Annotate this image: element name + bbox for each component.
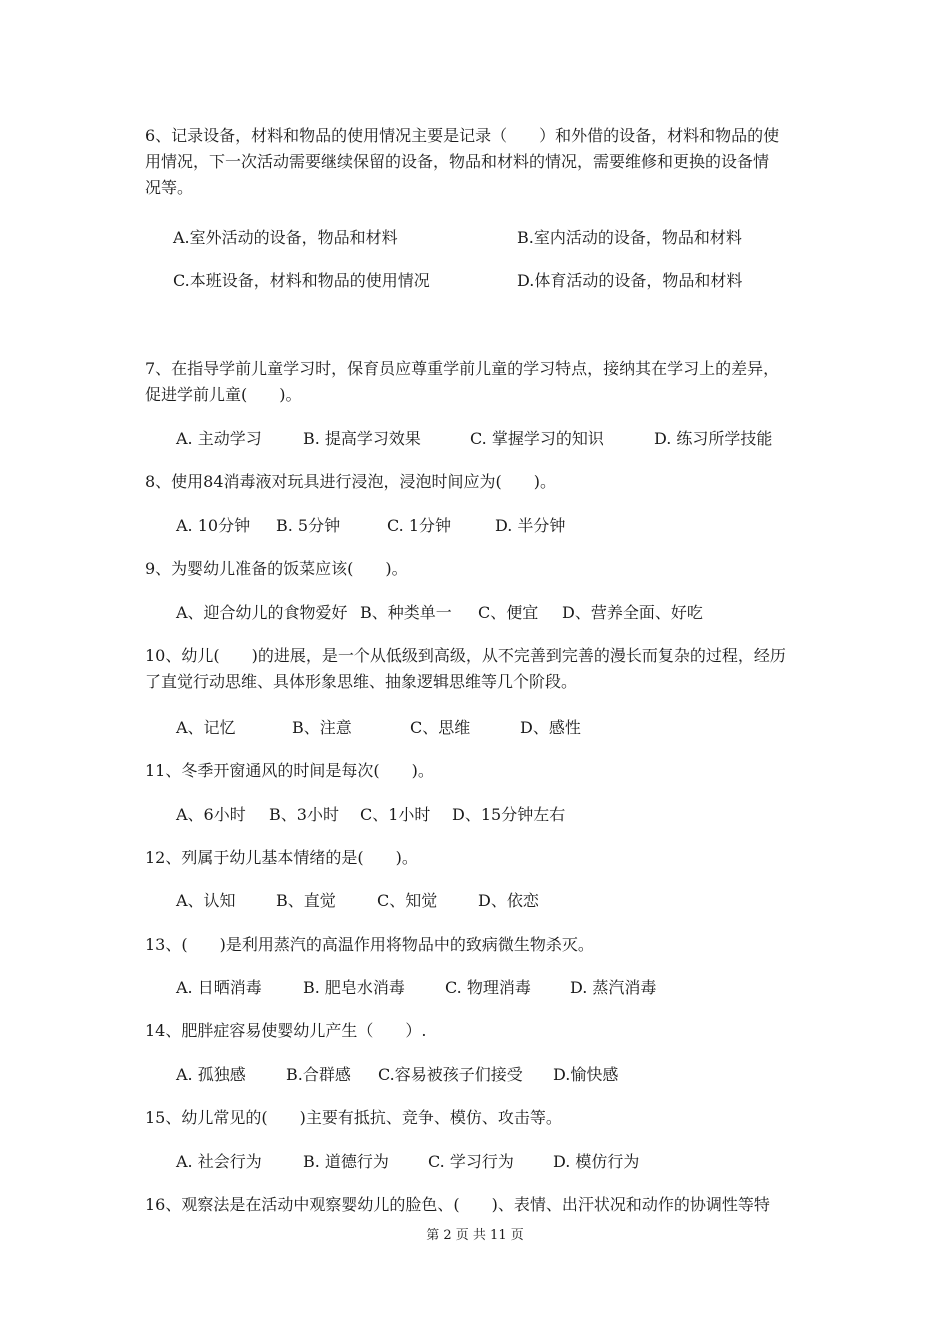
option-b: B. 肥皂水消毒 [303,978,405,997]
option-a: A. 孤独感 [176,1065,246,1084]
option-c: C、思维 [410,718,471,737]
option-a: A、记忆 [176,718,236,737]
question-16 [145,1192,815,1218]
options-row [0,716,950,740]
option-d: D.体育活动的设备，物品和材料 [517,271,743,290]
question-13 [145,932,815,958]
option-c: C.容易被孩子们接受 [378,1065,523,1084]
options-row [0,226,950,250]
option-c: C、知觉 [377,891,438,910]
option-b: B.室内活动的设备，物品和材料 [517,228,742,247]
option-c: C. 物理消毒 [445,978,531,997]
option-b: B. 5分钟 [276,516,341,535]
option-d: D. 练习所学技能 [654,429,773,448]
option-c: C. 掌握学习的知识 [470,429,604,448]
option-a: A.室外活动的设备，物品和材料 [173,228,398,247]
options-row [0,514,950,538]
question-line: 16、观察法是在活动中观察婴幼儿的脸色、( )、表情、出汗状况和动作的协调性等特 [145,1195,770,1214]
question-line: 6、记录设备，材料和物品的使用情况主要是记录（ ）和外借的设备，材料和物品的使 [145,126,780,145]
page-footer: 第 2 页 共 11 页 [426,1228,524,1243]
question-15 [145,1105,815,1131]
question-12 [145,845,815,871]
question-11 [145,758,815,784]
option-c: C. 1分钟 [387,516,452,535]
option-c: C.本班设备，材料和物品的使用情况 [173,271,430,290]
question-line: 13、( )是利用蒸汽的高温作用将物品中的致病微生物杀灭。 [145,935,594,954]
option-d: D. 半分钟 [495,516,566,535]
question-line: 11、冬季开窗通风的时间是每次( )。 [145,761,434,780]
question-6 [145,123,815,201]
option-a: A、认知 [176,891,236,910]
option-c: C、1小时 [360,805,431,824]
option-d: D、15分钟左右 [452,805,566,824]
option-a: A. 主动学习 [176,429,262,448]
option-c: C、便宜 [478,603,539,622]
question-10 [145,643,815,695]
option-a: A. 10分钟 [176,516,251,535]
question-line: 8、使用84消毒液对玩具进行浸泡，浸泡时间应为( )。 [145,472,557,491]
question-line: 9、为婴幼儿准备的饭菜应该( )。 [145,559,408,578]
options-row [0,1063,950,1087]
options-row [0,889,950,913]
options-row [0,269,950,293]
option-b: B. 道德行为 [303,1152,389,1171]
question-8 [145,469,815,495]
option-a: A. 社会行为 [176,1152,262,1171]
option-b: B.合群感 [286,1065,351,1084]
option-a: A、迎合幼儿的食物爱好 [176,603,348,622]
option-d: D、依恋 [478,891,539,910]
question-9 [145,556,815,582]
option-b: B、注意 [292,718,352,737]
option-c: C. 学习行为 [428,1152,514,1171]
option-a: A. 日晒消毒 [176,978,262,997]
option-d: D. 模仿行为 [553,1152,640,1171]
option-b: B、3小时 [269,805,339,824]
option-a: A、6小时 [176,805,246,824]
options-row [0,803,950,827]
options-row [0,976,950,1000]
options-row [0,427,950,451]
question-line: 促进学前儿童( )。 [145,385,302,404]
question-line: 15、幼儿常见的( )主要有抵抗、竞争、模仿、攻击等。 [145,1108,562,1127]
question-line: 7、在指导学前儿童学习时，保育员应尊重学前儿童的学习特点，接纳其在学习上的差异， [145,359,780,378]
option-d: D、营养全面、好吃 [562,603,703,622]
question-line: 况等。 [145,178,194,197]
option-b: B、直觉 [276,891,336,910]
question-line: 10、幼儿( )的进展，是一个从低级到高级，从不完善到完善的漫长而复杂的过程，经历 [145,646,786,665]
question-14 [145,1018,815,1044]
option-d: D. 蒸汽消毒 [570,978,657,997]
option-b: B. 提高学习效果 [303,429,421,448]
question-line: 14、肥胖症容易使婴幼儿产生（ ）. [145,1021,427,1040]
question-7 [145,356,815,408]
question-line: 了直觉行动思维、具体形象思维、抽象逻辑思维等几个阶段。 [145,672,578,691]
options-row [0,1150,950,1174]
option-d: D、感性 [520,718,581,737]
question-line: 12、列属于幼儿基本情绪的是( )。 [145,848,418,867]
option-b: B、种类单一 [360,603,452,622]
option-d: D.愉快感 [553,1065,619,1084]
question-line: 用情况，下一次活动需要继续保留的设备，物品和材料的情况，需要维修和更换的设备情 [145,152,770,171]
options-row [0,601,950,625]
